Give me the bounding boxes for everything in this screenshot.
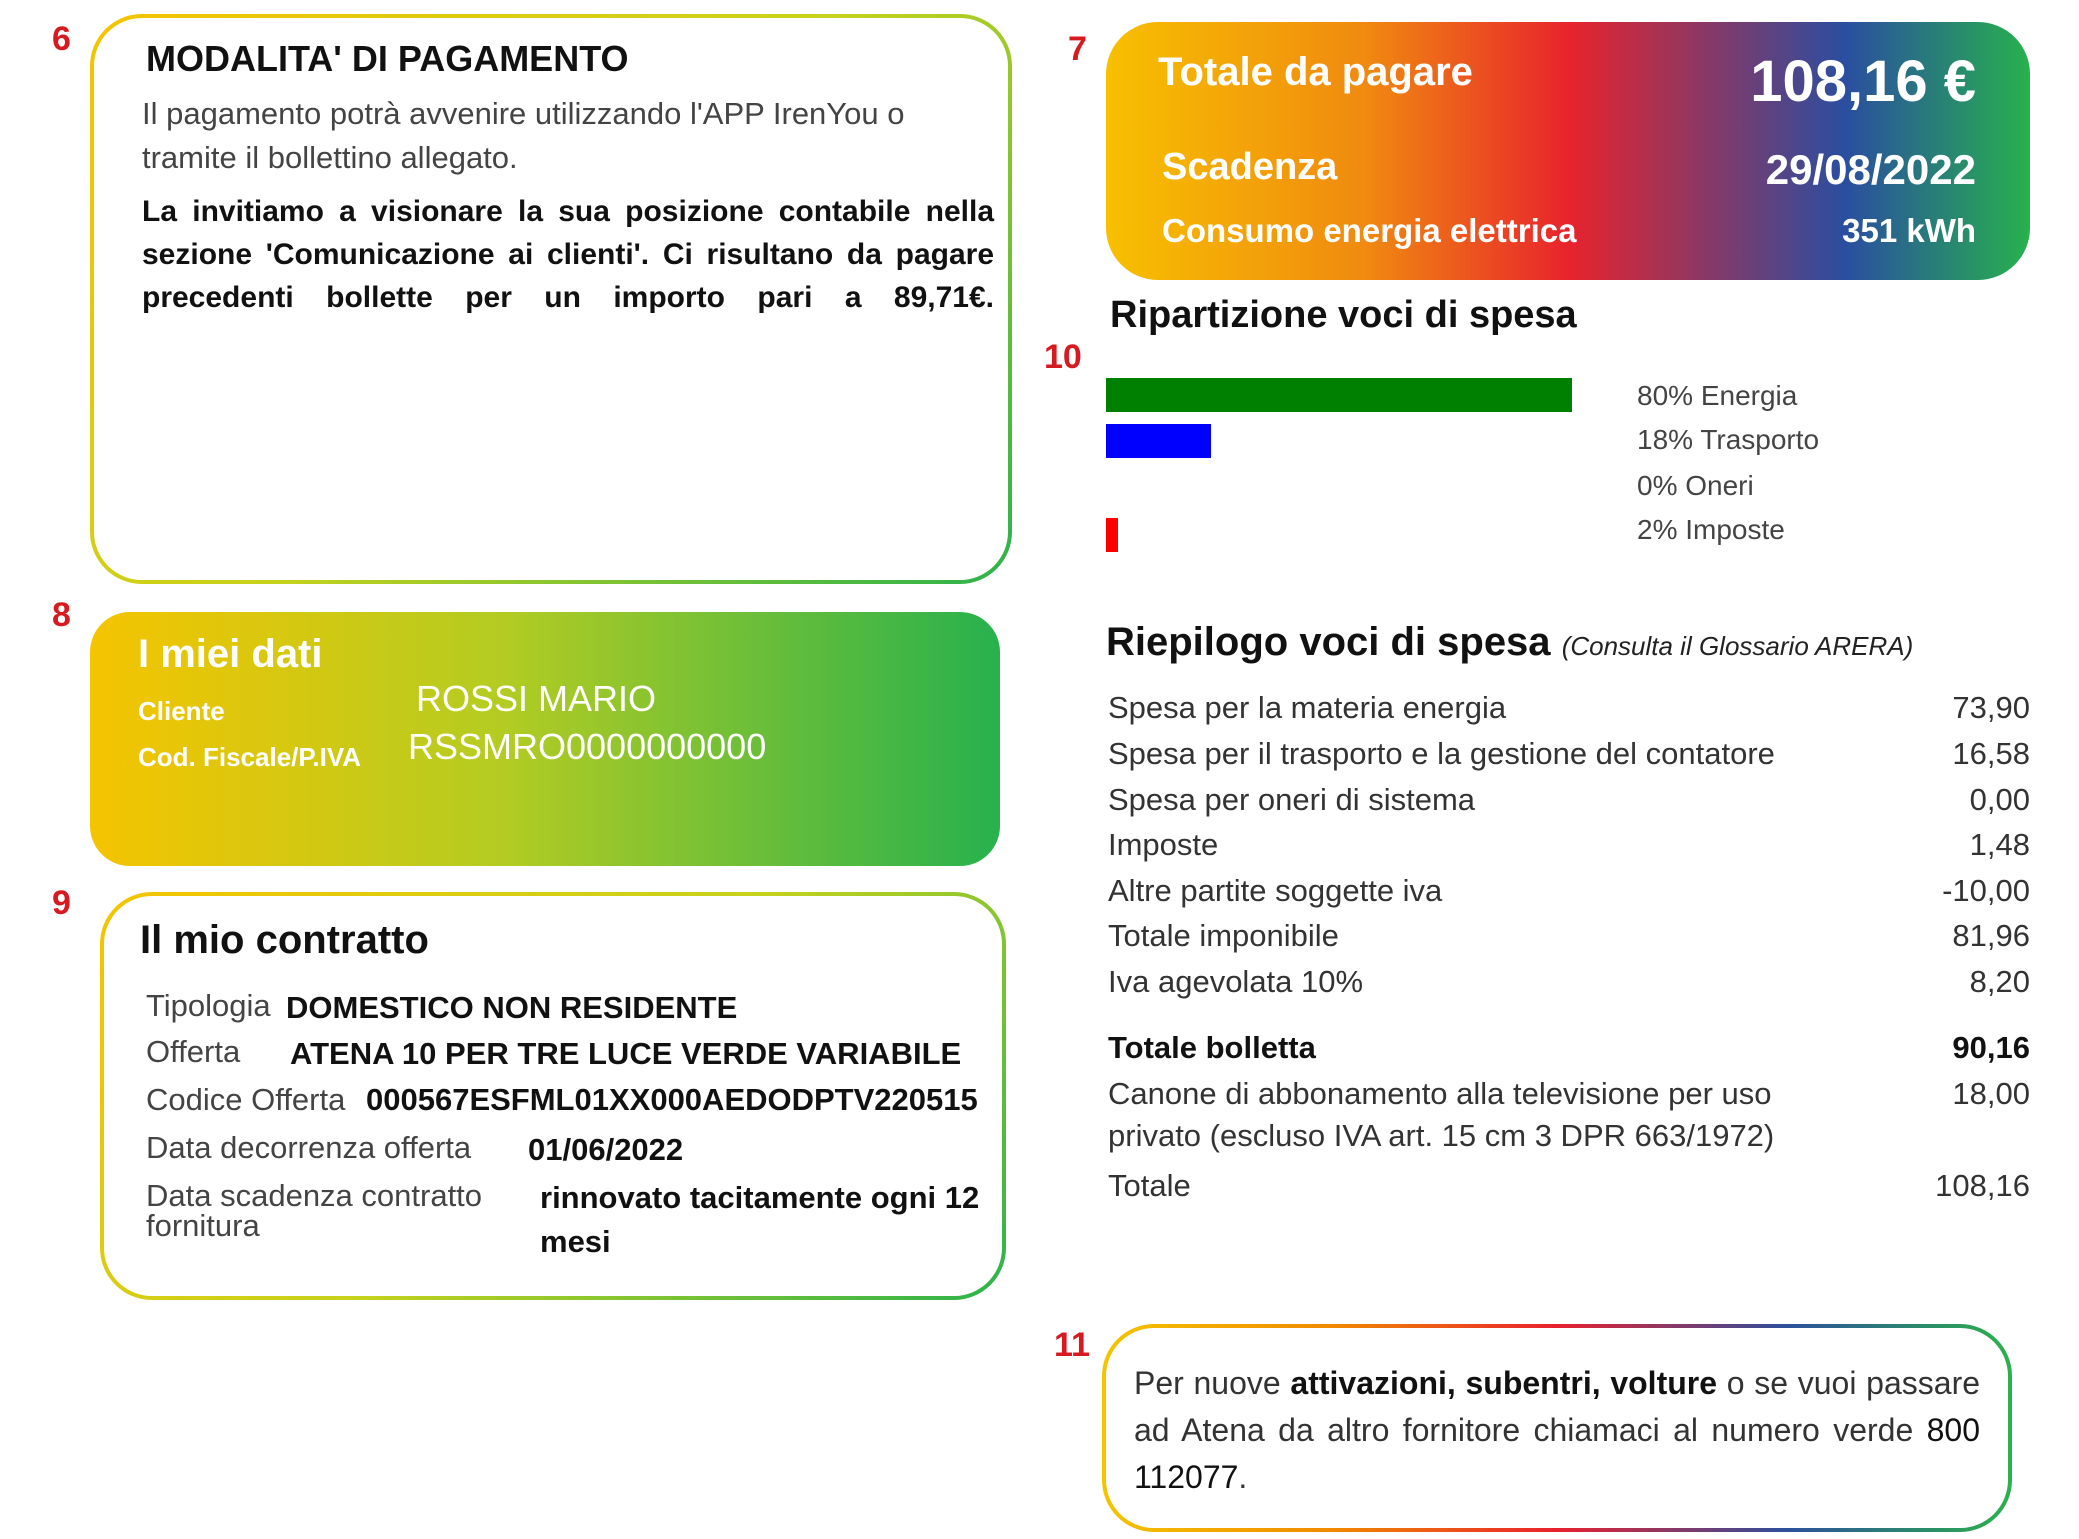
- total-summary-box: [1106, 22, 2030, 280]
- section-number-6: 6: [52, 20, 71, 58]
- section-number-7: 7: [1068, 30, 1087, 68]
- due-date-value: 29/08/2022: [1765, 146, 1976, 193]
- section-number-10: 10: [1044, 338, 1082, 376]
- client-value: ROSSI MARIO: [416, 678, 657, 719]
- recap-row-value: 73,90: [1952, 690, 2030, 725]
- info-text: [1134, 1360, 1980, 1501]
- bill-total-label: Totale bolletta: [1108, 1030, 1316, 1065]
- offer-code-label: Codice Offerta: [146, 1082, 346, 1117]
- info-text-1: Per nuove: [1134, 1365, 1291, 1401]
- info-bold: attivazioni, subentri, volture: [1290, 1365, 1718, 1401]
- bill-total-value: 90,16: [1952, 1030, 2030, 1065]
- bar-label-trasporto: 18% Trasporto: [1637, 424, 1820, 455]
- contract-type-value: DOMESTICO NON RESIDENTE: [286, 990, 738, 1025]
- offer-code-value: 000567ESFML01XX000AEDODPTV220515: [366, 1082, 978, 1117]
- breakdown-title: Ripartizione voci di spesa: [1110, 294, 1577, 336]
- recap-row-value: 16,58: [1952, 736, 2030, 771]
- fiscal-code-label: Cod. Fiscale/P.IVA: [138, 742, 362, 772]
- tv-fee-value: 18,00: [1952, 1076, 2030, 1111]
- contract-expiry-value-2: mesi: [540, 1224, 611, 1259]
- client-label: Cliente: [138, 696, 225, 726]
- offer-start-value: 01/06/2022: [528, 1132, 684, 1167]
- grand-total-label: Totale: [1108, 1168, 1191, 1203]
- consumption-label: Consumo energia elettrica: [1162, 212, 1577, 249]
- recap-title: [1106, 620, 1913, 665]
- recap-row-value: -10,00: [1942, 873, 2030, 908]
- contract-expiry-label-1: Data scadenza contratto: [146, 1178, 483, 1213]
- my-data-box: [90, 612, 1000, 866]
- offer-label: Offerta: [146, 1034, 241, 1069]
- bar-imposte: [1106, 518, 1118, 552]
- consumption-value: 351 kWh: [1842, 212, 1976, 249]
- recap-row-label: Iva agevolata 10%: [1108, 964, 1364, 999]
- section-number-8: 8: [52, 596, 71, 634]
- recap-row-value: 1,48: [1969, 827, 2030, 862]
- fiscal-code-value: RSSMRO0000000000: [408, 726, 767, 767]
- offer-start-label: Data decorrenza offerta: [146, 1130, 472, 1165]
- payment-notice: La invitiamo a visionare la sua posizione contabile nella sezione 'Comunicazione ai clienti'. Ci risultano da pagare precedenti bollette per un importo pari a 89,71€.: [142, 195, 994, 314]
- recap-row-label: Totale imponibile: [1108, 918, 1339, 953]
- bar-label-imposte: 2% Imposte: [1637, 514, 1785, 545]
- tv-fee-label-2: privato (escluso IVA art. 15 cm 3 DPR 663/1972): [1108, 1118, 1775, 1153]
- recap-row-label: Imposte: [1108, 827, 1219, 862]
- total-label: Totale da pagare: [1158, 50, 1473, 94]
- total-value: 108,16 €: [1750, 49, 1976, 114]
- info-text-3: .: [1238, 1459, 1248, 1495]
- recap-row-label: Altre partite soggette iva: [1108, 873, 1443, 908]
- section-number-9: 9: [52, 884, 71, 922]
- info-box: [1102, 1324, 2012, 1532]
- recap-row-value: 0,00: [1969, 782, 2030, 817]
- info-text-2: o se vuoi passare ad Atena da altro fornitore chiamaci al numero verde: [1134, 1365, 1981, 1448]
- bar-energia: [1106, 378, 1572, 412]
- payment-method-box: [90, 14, 1012, 584]
- tv-fee-label-1: Canone di abbonamento alla televisione per uso: [1108, 1076, 1772, 1111]
- recap-note: (Consulta il Glossario ARERA): [1561, 631, 1914, 661]
- my-data-title: I miei dati: [138, 632, 323, 676]
- recap-row-value: 81,96: [1952, 918, 2030, 953]
- recap-row-label: Spesa per la materia energia: [1108, 690, 1507, 725]
- payment-intro: Il pagamento potrà avvenire utilizzando l'APP IrenYou o tramite il bollettino allegato.: [142, 96, 905, 175]
- payment-title: MODALITA' DI PAGAMENTO: [146, 38, 629, 79]
- due-date-label: Scadenza: [1162, 146, 1338, 188]
- bar-label-oneri: 0% Oneri: [1637, 470, 1754, 501]
- recap-title-text: Riepilogo voci di spesa: [1106, 620, 1551, 664]
- bar-label-energia: 80% Energia: [1637, 380, 1798, 411]
- contract-expiry-value-1: rinnovato tacitamente ogni 12: [540, 1180, 980, 1215]
- offer-value: ATENA 10 PER TRE LUCE VERDE VARIABILE: [290, 1036, 962, 1071]
- info-phone: 800 112077: [1134, 1412, 1980, 1495]
- contract-title: Il mio contratto: [140, 918, 429, 962]
- grand-total-value: 108,16: [1935, 1168, 2030, 1203]
- recap-row-value: 8,20: [1969, 964, 2030, 999]
- recap-row-label: Spesa per oneri di sistema: [1108, 782, 1476, 817]
- contract-type-label: Tipologia: [146, 988, 271, 1023]
- recap-row-label: Spesa per il trasporto e la gestione del contatore: [1108, 736, 1775, 771]
- contract-box: [100, 892, 1006, 1300]
- section-number-11: 11: [1054, 1326, 1090, 1364]
- contract-expiry-label-2: fornitura: [146, 1208, 260, 1243]
- bar-trasporto: [1106, 424, 1211, 458]
